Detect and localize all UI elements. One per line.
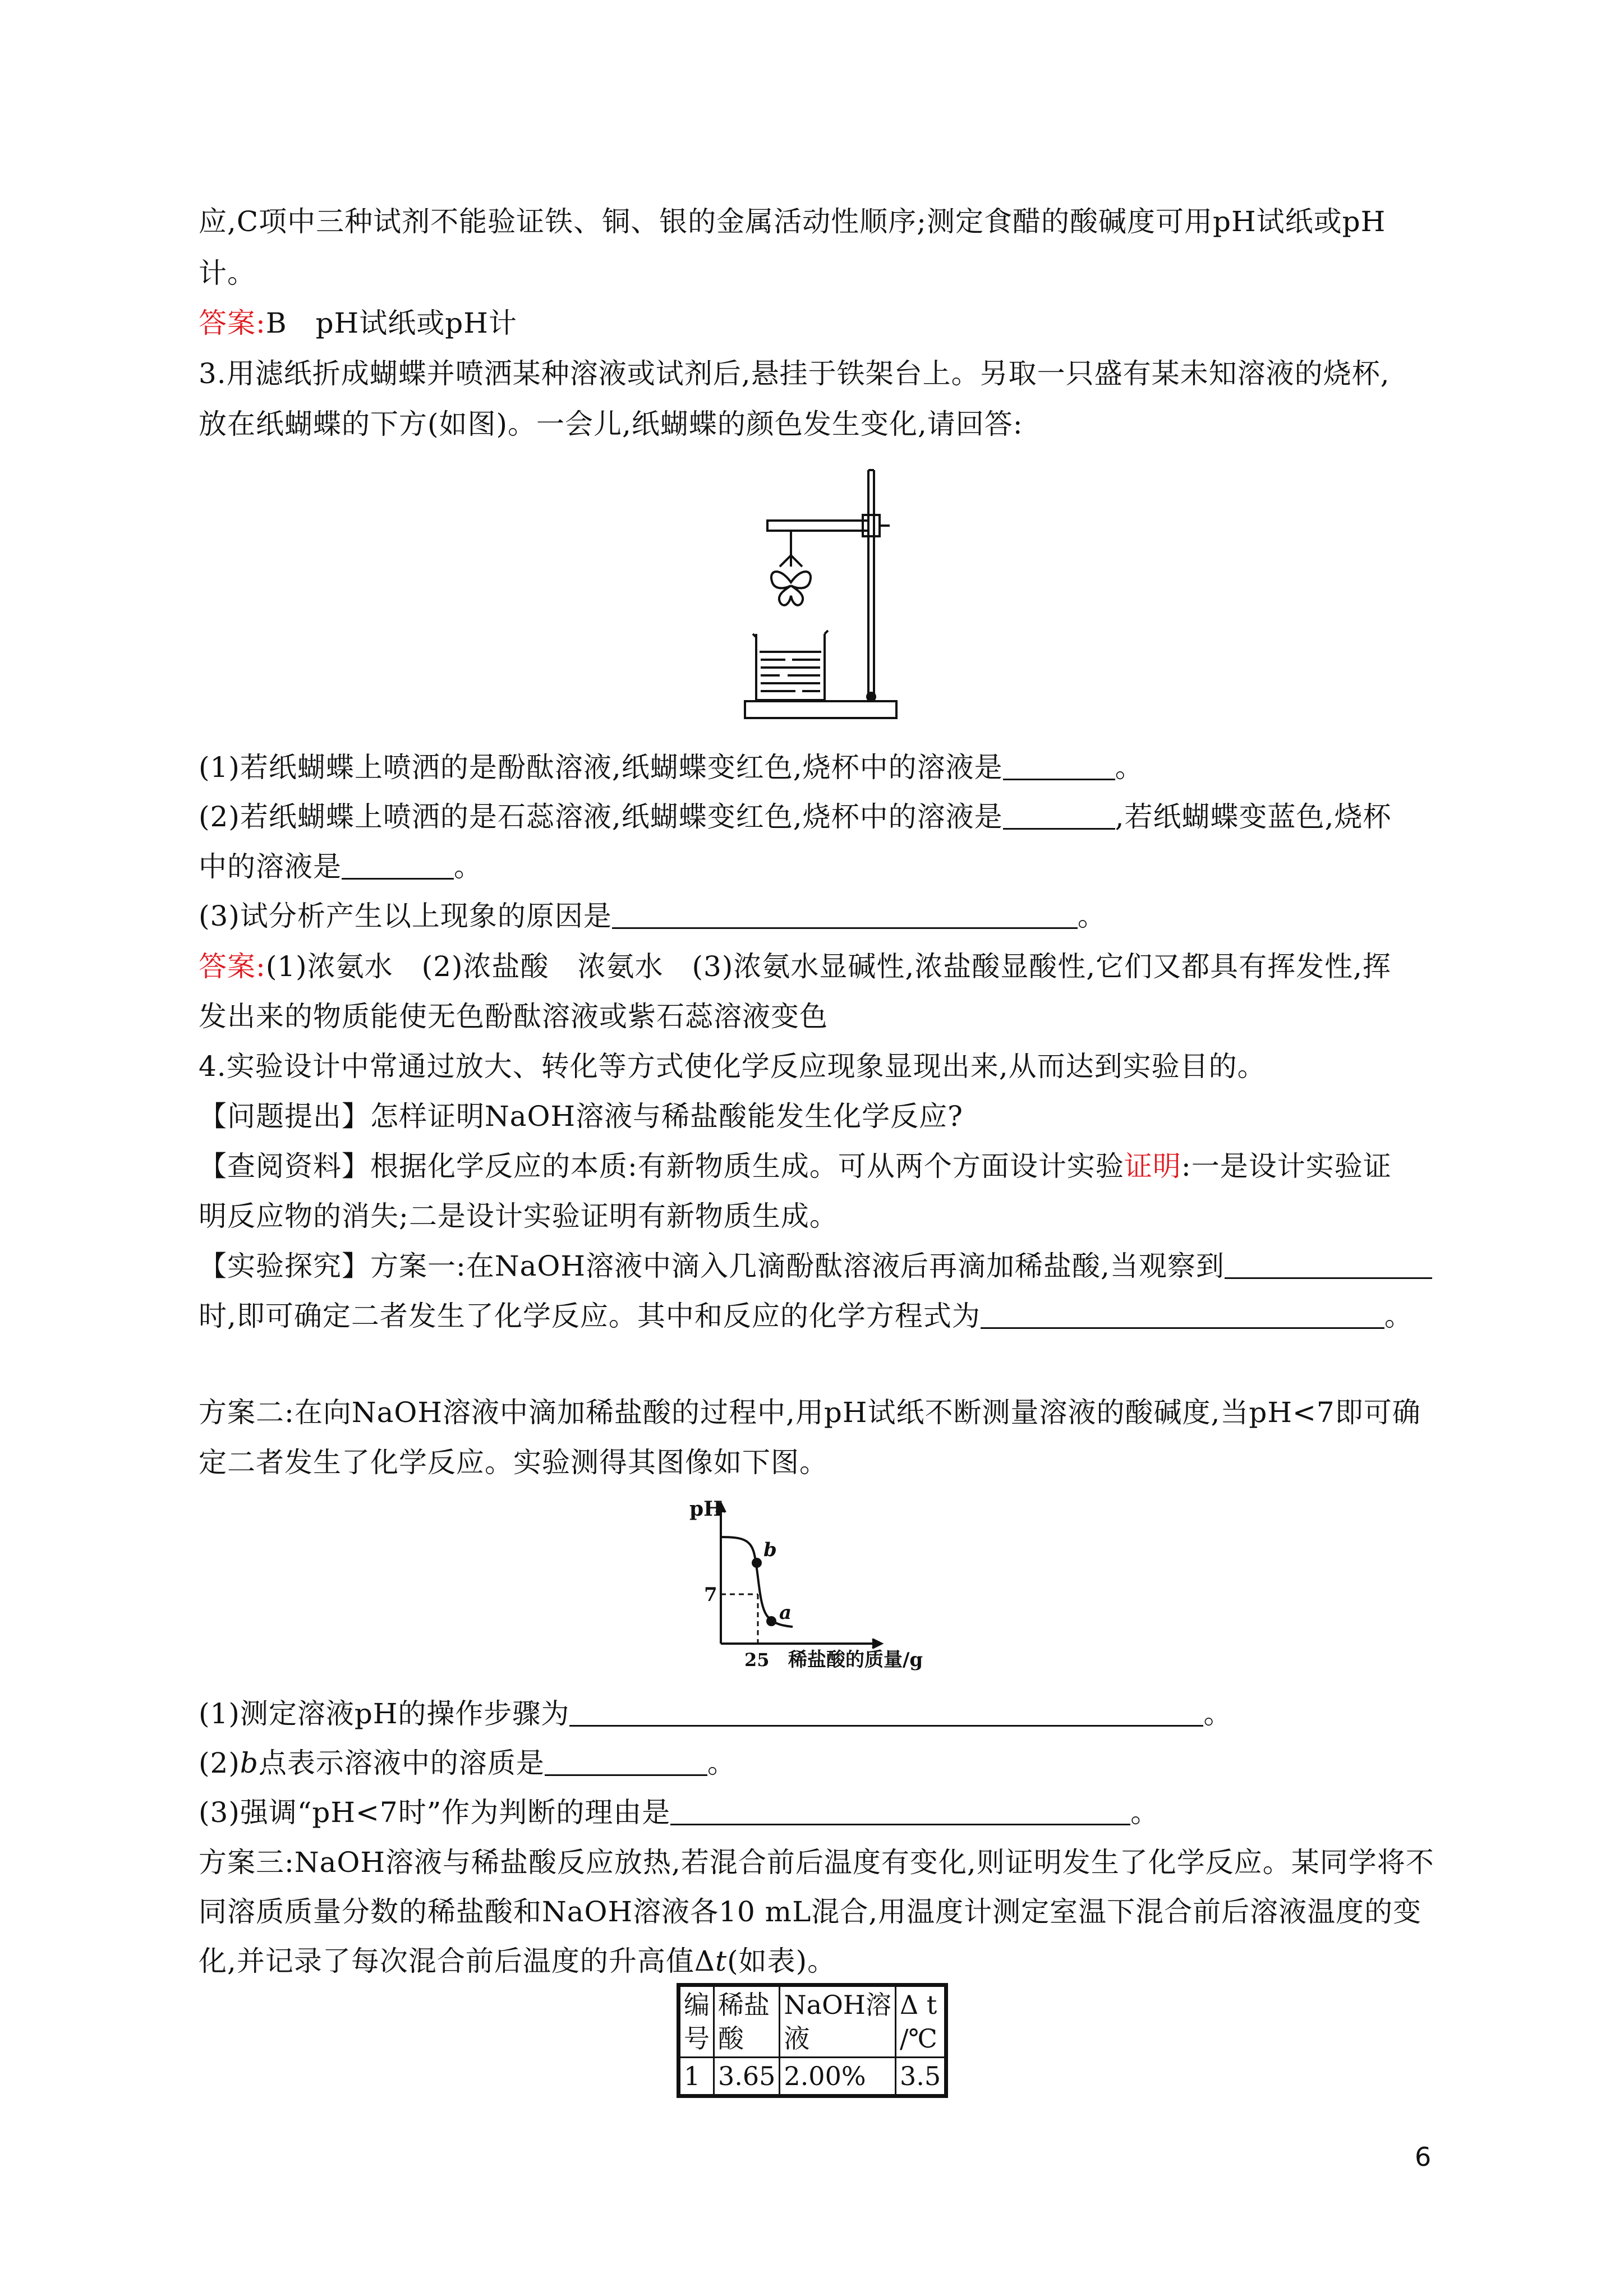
answer-label: 答案: xyxy=(199,307,266,339)
question-3-sub3 xyxy=(199,896,1106,936)
table-header-cell: Δ t /℃ xyxy=(895,1985,946,2058)
answer-text: (1)浓氨水 (2)浓盐酸 浓氨水 (3)浓氨水显碱性,浓盐酸显酸性,它们又都具有挥发性,挥 xyxy=(265,950,1392,983)
q4-text-b: :一是设计实验证 xyxy=(1181,1150,1392,1182)
q4-text: 【查阅资料】根据化学反应的本质:有新物质生成。可从两个方面设计实验 xyxy=(199,1150,1124,1182)
question-3-sub2 xyxy=(199,797,1391,836)
question-4-line xyxy=(199,1147,1392,1186)
question-4-line: 【问题提出】怎样证明NaOH溶液与稀盐酸能发生化学反应? xyxy=(199,1100,963,1133)
table-header-cell: 编 号 xyxy=(679,1985,714,2058)
question-4-line: 4.实验设计中常通过放大、转化等方式使化学反应现象显现出来,从而达到实验目的。 xyxy=(199,1050,1266,1083)
q3-sub1-text: (1)若纸蝴蝶上喷洒的是酚酞溶液,纸蝴蝶变红色,烧杯中的溶液是 xyxy=(199,751,1003,784)
q4-plan1-text: 【实验探究】方案一:在NaOH溶液中滴入几滴酚酞溶液后再滴加稀盐酸,当观察到 xyxy=(199,1250,1225,1282)
ph-graph xyxy=(682,1492,962,1677)
y-tick-label: 7 xyxy=(704,1584,717,1606)
x-tick-label: 25 xyxy=(744,1649,770,1671)
p3-text-b: (如表)。 xyxy=(727,1945,836,1977)
answer-line: 发出来的物质能使无色酚酞溶液或紫石蕊溶液变色 xyxy=(199,1000,828,1033)
p2-sub1-text: (1)测定溶液pH的操作步骤为 xyxy=(199,1697,570,1730)
table-header-cell: 稀盐 酸 xyxy=(714,1985,780,2058)
point-b xyxy=(752,1558,762,1568)
question-4-line xyxy=(199,1246,1432,1286)
q3-sub2-text-c: 中的溶液是 xyxy=(199,850,342,883)
point-b-label: b xyxy=(763,1539,777,1561)
answer-blank xyxy=(569,1700,1203,1727)
answer-blank xyxy=(545,1750,707,1776)
iron-stand-figure xyxy=(740,466,909,724)
question-3-sub2-cont xyxy=(199,847,482,886)
plan-2-sub3 xyxy=(199,1793,1159,1832)
answer-line xyxy=(199,947,1391,986)
answer-text: B pH试纸或pH计 xyxy=(265,307,517,339)
answer-blank xyxy=(981,1303,1384,1329)
question-3-line: 放在纸蝴蝶的下方(如图)。一会儿,纸蝴蝶的颜色发生变化,请回答: xyxy=(199,408,1023,440)
period: 。 xyxy=(1203,1697,1232,1730)
p2-sub3-text: (3)强调“pH<7时”作为判断的理由是 xyxy=(199,1796,671,1829)
answer-blank xyxy=(1003,803,1115,830)
question-4-line xyxy=(199,1296,1413,1336)
table-cell: 2.00% xyxy=(780,2058,896,2096)
question-4-line: 明反应物的消失;二是设计实验证明有新物质生成。 xyxy=(199,1200,838,1232)
q3-sub2-text-b: ,若纸蝴蝶变蓝色,烧杯 xyxy=(1115,800,1392,833)
period: 。 xyxy=(1130,1796,1160,1829)
q3-sub3-text: (3)试分析产生以上现象的原因是 xyxy=(199,900,612,932)
answer-blank xyxy=(1003,754,1115,780)
answer-line xyxy=(199,303,517,343)
table-cell: 1 xyxy=(679,2058,714,2096)
period: 。 xyxy=(1384,1300,1413,1332)
plan-3-line: 同溶质质量分数的稀盐酸和NaOH溶液各10 mL混合,用温度计测定室温下混合前后溶液温度的变 xyxy=(199,1895,1422,1928)
q3-sub2-text: (2)若纸蝴蝶上喷洒的是石蕊溶液,纸蝴蝶变红色,烧杯中的溶液是 xyxy=(199,800,1003,833)
answer-blank xyxy=(342,853,454,880)
plan-2-sub1 xyxy=(199,1694,1232,1733)
answer-label: 答案: xyxy=(199,950,266,983)
text-line: 应,C项中三种试剂不能验证铁、铜、银的金属活动性顺序;测定食醋的酸碱度可用pH试纸或pH xyxy=(199,205,1386,238)
table-row xyxy=(679,2058,946,2096)
period: 。 xyxy=(1077,900,1106,932)
question-3-line: 3.用滤纸折成蝴蝶并喷洒某种溶液或试剂后,悬挂于铁架台上。另取一只盛有某未知溶液的烧杯, xyxy=(199,357,1390,390)
p2-sub2-text-b: 点表示溶液中的溶质是 xyxy=(258,1747,545,1779)
answer-blank xyxy=(670,1799,1130,1825)
plan-2-sub2 xyxy=(199,1743,736,1783)
table-cell: 3.65 xyxy=(714,2058,780,2096)
answer-blank xyxy=(612,903,1078,929)
text-line: 计。 xyxy=(199,257,256,289)
plan-3-line xyxy=(199,1941,836,1981)
plan-3-line: 方案三:NaOH溶液与稀盐酸反应放热,若混合前后温度有变化,则证明发生了化学反应。某同学将不 xyxy=(199,1846,1434,1879)
x-axis-label: 稀盐酸的质量/g xyxy=(788,1649,923,1671)
q4-plan1-text-b: 时,即可确定二者发生了化学反应。其中和反应的化学方程式为 xyxy=(199,1300,981,1332)
point-a-label: a xyxy=(779,1602,792,1624)
data-table xyxy=(677,1983,948,2098)
page-number: 6 xyxy=(1415,2142,1432,2172)
plan-2-line: 定二者发生了化学反应。实验测得其图像如下图。 xyxy=(199,1446,828,1479)
y-axis-label: pH xyxy=(689,1497,723,1521)
answer-blank xyxy=(1225,1253,1432,1279)
plan-2-line: 方案二:在向NaOH溶液中滴加稀盐酸的过程中,用pH试纸不断测量溶液的酸碱度,当pH<7即可确 xyxy=(199,1396,1421,1429)
question-3-sub1 xyxy=(199,748,1144,787)
table-header-row xyxy=(679,1985,946,2058)
table-header-cell: NaOH溶 液 xyxy=(780,1985,896,2058)
p3-text: 化,并记录了每次混合前后温度的升高值Δ xyxy=(199,1945,716,1977)
q4-red-text: 证明 xyxy=(1124,1150,1181,1182)
table-cell: 3.5 xyxy=(895,2058,946,2096)
period: 。 xyxy=(707,1747,736,1779)
p2-sub2-text: (2) xyxy=(199,1747,240,1779)
period: 。 xyxy=(454,850,482,883)
p2-sub2-italic: b xyxy=(240,1747,259,1779)
period: 。 xyxy=(1115,751,1144,784)
point-a xyxy=(766,1616,776,1626)
p3-italic: t xyxy=(715,1945,728,1977)
